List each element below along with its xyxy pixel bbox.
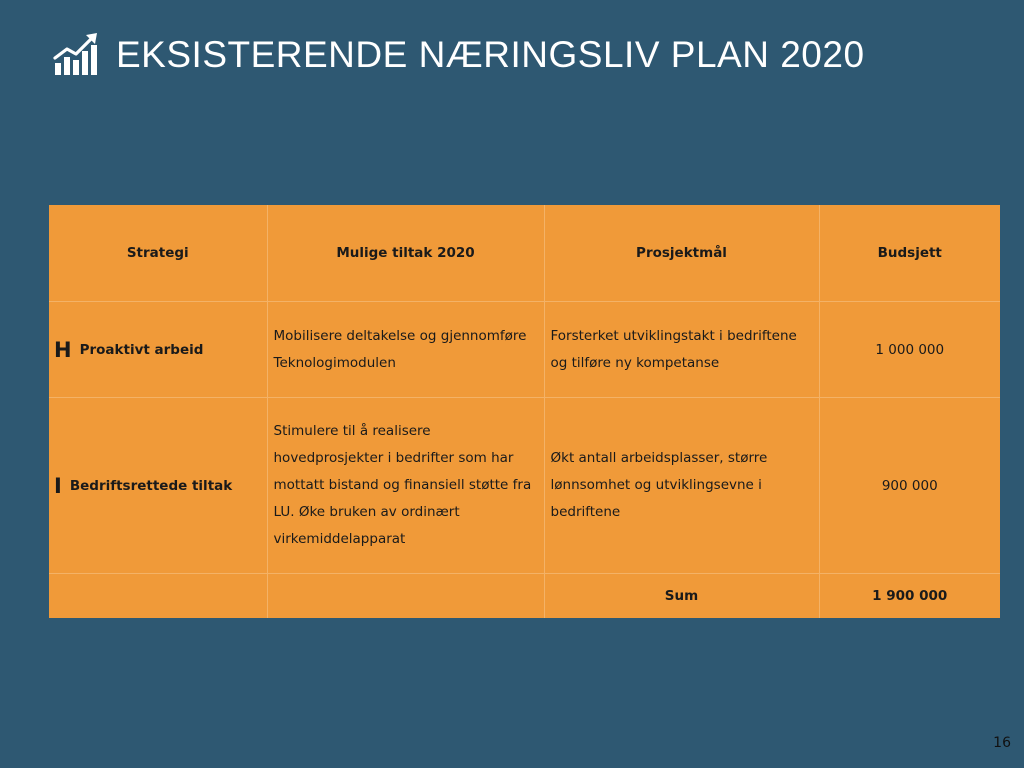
goal-cell: Økt antall arbeidsplasser, større lønnsomhet og utviklingsevne i bedriftene — [544, 398, 819, 574]
slide-header — [52, 30, 865, 78]
header-measures: Mulige tiltak 2020 — [267, 205, 544, 302]
header-goal: Prosjektmål — [544, 205, 819, 302]
sum-value: 1 900 000 — [872, 588, 948, 604]
sum-label: Sum — [544, 574, 819, 619]
goal-cell: Forsterket utviklingstakt i bedriftene og tilføre ny kompetanse — [544, 302, 819, 398]
header-strategy: Strategi — [49, 205, 267, 302]
slide-title: EKSISTERENDE NÆRINGSLIV PLAN 2020 — [116, 33, 865, 75]
measures-cell: Stimulere til å realisere hovedprosjekter i bedrifter som har mottatt bistand og finansiell støtte fra LU. Øke bruken av ordinært virkemiddelapparat — [267, 398, 544, 574]
table-row — [49, 398, 1000, 574]
empty-cell — [267, 574, 544, 619]
measures-cell: Mobilisere deltakelse og gjennomføre Teknologimodulen — [267, 302, 544, 398]
empty-cell — [49, 574, 267, 619]
sum-row — [49, 574, 1000, 619]
strategy-cell — [49, 302, 267, 398]
budget-cell: 1 000 000 — [819, 302, 1000, 398]
table-row — [49, 302, 1000, 398]
strategy-letter: I — [54, 473, 62, 498]
page-number: 16 — [993, 735, 1011, 751]
budget-cell: 900 000 — [819, 398, 1000, 574]
strategy-cell — [49, 398, 267, 574]
strategy-name: Bedriftsrettede tiltak — [69, 477, 233, 494]
budget-table — [49, 205, 1000, 618]
header-budget: Budsjett — [819, 205, 1000, 302]
strategy-name: Proaktivt arbeid — [79, 341, 204, 358]
table-header-row — [49, 205, 1000, 302]
growth-chart-icon — [52, 30, 100, 78]
strategy-letter: H — [54, 337, 72, 362]
